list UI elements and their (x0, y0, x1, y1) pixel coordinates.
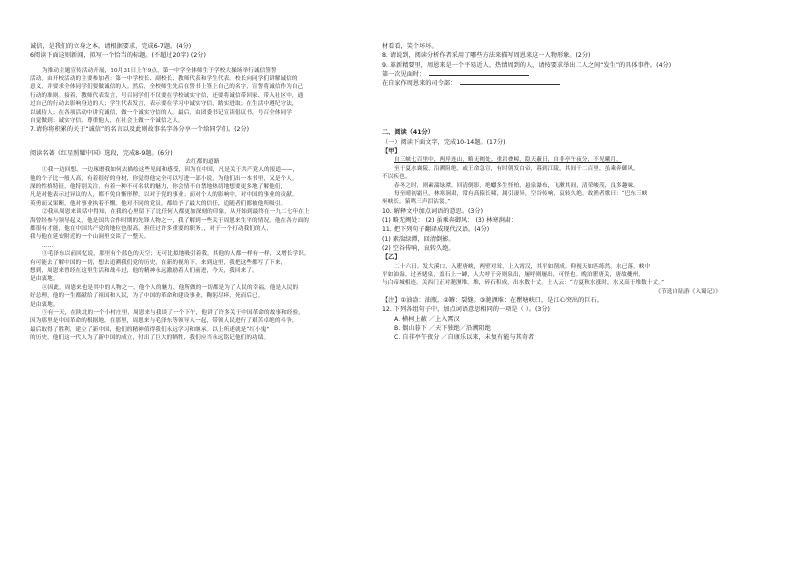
question-12-option-c: C. 自非亭午夜分 ／自康乐以来，未复有能与其奇者 (394, 334, 535, 342)
question-10: 10. 解释文中加点词语的意思。(3分) (382, 207, 484, 215)
jia-line: 每至晴初霜旦，林寒涧肃，常有高猿长啸，属引凄异，空谷传响，哀转久绝。故渔者歌曰：“巴东三峡 (394, 190, 648, 197)
excerpt-line: 都很有才能，他在中国共产党的地位也很高，担任过许多重要的职务。，对于一个打动我们的人， (30, 226, 273, 233)
question-9: 9. 革新精要里，周恩来是一个平易近人、热情周到的人，请按要求举出二人之间“发生”的具体事件。(4分) (382, 61, 672, 69)
yi-label: 【乙】 (382, 254, 401, 262)
news-line: 活动。由开校活动的主要参加者：第一中学校长、副校长、教师代表和学生代表。校长向同学们讲解诚信的 (30, 75, 298, 82)
excerpt-line: 最后取得了胜利，建立了新中国，他们的精神值得我们永远学习和继承。以上所述就是“红小鬼” (30, 326, 270, 333)
first-meeting-label: 第一次见面时： (382, 70, 426, 78)
excerpt-line: 他的个子比一般人高，有着很好的身材，你觉得他完全可以写进一部小说，为他们出一本书里，又是个人。 (30, 175, 298, 182)
yi-line: 与白帝城相连。关西门正对滟滪堆。堆，碎石积成，出水数十丈。土人云：“方夏秋水涨时，水又高于堆数十丈。” (382, 280, 665, 287)
excerpt-line: 有可能去了解中国的一切，想去追溯我们党的历史，在新的视角下，来到这里，我把这些都写了下来， (30, 259, 287, 266)
jia-label: 【甲】 (382, 148, 401, 156)
yi-line: 平如油盎。过圣姥泉，盖石上一罅，人大呼于旁则泉出，屡呼则屡出，可怪也。晚泊瞿唐关，唐故夔州， (382, 271, 644, 278)
excerpt-line: 是由衷地。 (30, 276, 59, 283)
excerpt-line: 是由衷地。 (30, 301, 59, 308)
question-8: 8. 请说到，阅读分析作者采用了哪些方法来描写周恩来这一人物形象。(2分) (382, 52, 591, 60)
question-12-option-b: B. 偶山暮下 ／天下独绝／沿溯阻绝 (394, 324, 491, 332)
excerpt-line: ③毛泽东以前回忆说，那里有个蓝色的天空；无可比拟地吸引着我。其他的人都一样有一样，又增长学识。 (42, 251, 310, 258)
first-meeting-prompt (382, 70, 727, 79)
leaving-label: 在自家作周恩来的司令部： (382, 80, 457, 88)
excerpt-line: 想到，周恩来曾经在这里生活和战斗过，他的精神永远激励着人们前进，今天，我回来了。 (30, 268, 258, 274)
news-line: 过自己的行动去影响身边的人；学生代表发言，表示要在学习中诚实守信，踏实进取；在生活中遵纪守法， (30, 101, 298, 108)
excerpt-line: ⑤有一天，在陕北的一个小村庄里，周恩来与我谈了一个下午，他讲了许多关于中国革命的故事和经验， (42, 309, 304, 316)
source-credit: 《节选自陆游《入蜀记》》 (655, 288, 721, 295)
excerpt-line: 深的性格特征，他特别关注，有着一种不可名状的魅力，你会情不自禁地热切地想要更多地了解他们， (30, 184, 287, 191)
excerpt-line: 英勇而又果断，他对事业执着不懈。他对不同的党员，都给予了最大的信任，追随者们都被他所吸引。 (30, 200, 287, 207)
news-passage (30, 67, 375, 126)
reading-intro: 阅读名著《红星照耀中国》选段，完成8-9题。(6分) (30, 149, 173, 157)
annotation-note: 【注】①油盎：油瓶。②罅：裂缝。③滟滪堆：在瞿塘峡口，是江心突出的巨石。 (382, 297, 603, 305)
excerpt-line: 海曾经参与领导起义，他是国共合作时期的先锋人物之一，我了解到一些关于周恩来生平的情况，他在各方面的 (30, 217, 309, 224)
answer-blank[interactable] (429, 70, 529, 76)
top-tail: 材看看，笑个坏坏。 (382, 43, 438, 50)
excerpt-ellipsis: …… (42, 242, 54, 249)
question-10-items: (1) 略无阙处： (2) 虽乘奔御风： (3) 林寒涧肃： (382, 217, 518, 225)
news-line: 意义，并要求全体同学们要做诚信的人。然后，全校师生先后在誓书上签上自己的名字，宣誓将诚信作为自己 (30, 84, 304, 91)
excerpt-passage (30, 166, 375, 342)
question-12-option-a: A. 横柯上蔽 ／上入霄汉 (394, 315, 460, 323)
section-2-heading: 二、阅读（41分） (382, 129, 434, 137)
question-12: 12. 下列各组句子中，加点词语意思相同的一项是（ ）。(3分) (382, 306, 550, 314)
excerpt-title: 去红都的道路 (185, 158, 220, 165)
excerpt-line: 的历史，他们这一代人为了新中国的成立，付出了巨大的牺牲，我们应当永远铭记他们的功绩。 (30, 335, 270, 342)
news-line: 行动的准则。接着，教师代表发言，号召同学们不仅要在学校诚实守信，还要将诚信带回家、带入社区中，通 (30, 92, 304, 99)
right-column (382, 42, 727, 343)
jia-line: 自三峡七百里中，两岸连山，略无阙处。重岩叠嶂，隐天蔽日，自非亭午夜分，不见曦月。 (394, 157, 622, 164)
news-line: 自觉做到：诚实守信，尊重他人，在社会上做一个诚信之人。 (30, 117, 184, 124)
jia-line: 不以疾也。 (382, 174, 411, 181)
excerpt-line: ②我从周恩来谈话中得知，在我的心里留下了比任何人都更加深刻的印象，从开始到最终在一九二七年在上 (42, 209, 310, 216)
leaving-prompt (382, 79, 727, 88)
excerpt-line: ①我一边回想，一边琢磨我如何去描绘这些见闻和感受，因为在中国，凡是关于共产党人的报道——， (42, 167, 299, 174)
question-11-item: (1) 素湍绿潭，回清倒影。 (382, 235, 455, 243)
question-7: 7.请你将积累的关于“诚信”的名言以及此则故事名字各分享一个给同学们。(2分) (30, 126, 250, 134)
subsection-1-heading: （一）阅读下面文字，完成10-14题。(17分) (382, 138, 506, 146)
excerpt-line: 凡是对他表示过异议的人，都不免自惭形秽，以对于党的事业；而对个人的影响中，对中国的事业的贡献。 (30, 192, 298, 199)
yi-line: 二十六日。发大溪口，入瞿唐峡，两壁对耸，上入霄汉，其平如削成。仰视天如匹练然。水已落，峡中 (394, 263, 651, 270)
answer-blank[interactable] (460, 79, 560, 85)
jia-line: 巫峡长，猿鸣三声泪沾裳。” (382, 199, 451, 206)
excerpt-line: 因为那里是中国革命的根据地，在那里，周恩来与毛泽东等领导人一起，带领人民进行了艰苦卓绝的斗争， (30, 318, 298, 325)
excerpt-line: 我与他在延安附近的一个山洞里交谈了一整天。 (30, 234, 150, 241)
yi-passage (382, 263, 727, 288)
jia-line: 春冬之时，则素湍绿潭，回清倒影，绝巘多生怪柏，悬泉瀑布，飞漱其间，清荣峻茂，良多趣味。 (394, 182, 639, 189)
excerpt-line: 好总理，他的一生都献给了祖国和人民，为了中国的革命和建设事业，鞠躬尽瘁，死而后已。 (30, 293, 264, 300)
jia-line: 至于夏水襄陵，沿溯阻绝。或王命急宣，有时朝发白帝，暮到江陵，其间千二百里，虽乘奔御风， (394, 165, 639, 172)
jia-passage (382, 156, 727, 206)
news-line: 以诚待人；在各项活动中讲究诚信，做一个诚实守信的人。最后，由团委书记宣读倡议书，号召全体同学 (30, 109, 292, 116)
left-column (30, 42, 375, 343)
question-11-item: (2) 空谷传响，哀转久绝。 (382, 244, 455, 252)
excerpt-line: ④因此，周恩来也是其中的人物之一，他个人的魅力，他所做的一切都是为了人民的幸福，他是人民的 (42, 284, 299, 291)
question-6: 6阅读下面这则新闻，拟写一个恰当的标题。(不超过20字) (2分) (30, 52, 206, 60)
news-line: 为推动主题宣传活动开展，10月31日上午9点，第一中学全体师生于学校大操场举行诚信签誓 (42, 67, 277, 74)
question-11: 11. 把下列句子翻译成现代汉语。(4分) (382, 226, 490, 234)
question-intro-tail: 诚信，是我们的立身之本。请根据要求，完成6-7题。(4分) (30, 43, 192, 50)
